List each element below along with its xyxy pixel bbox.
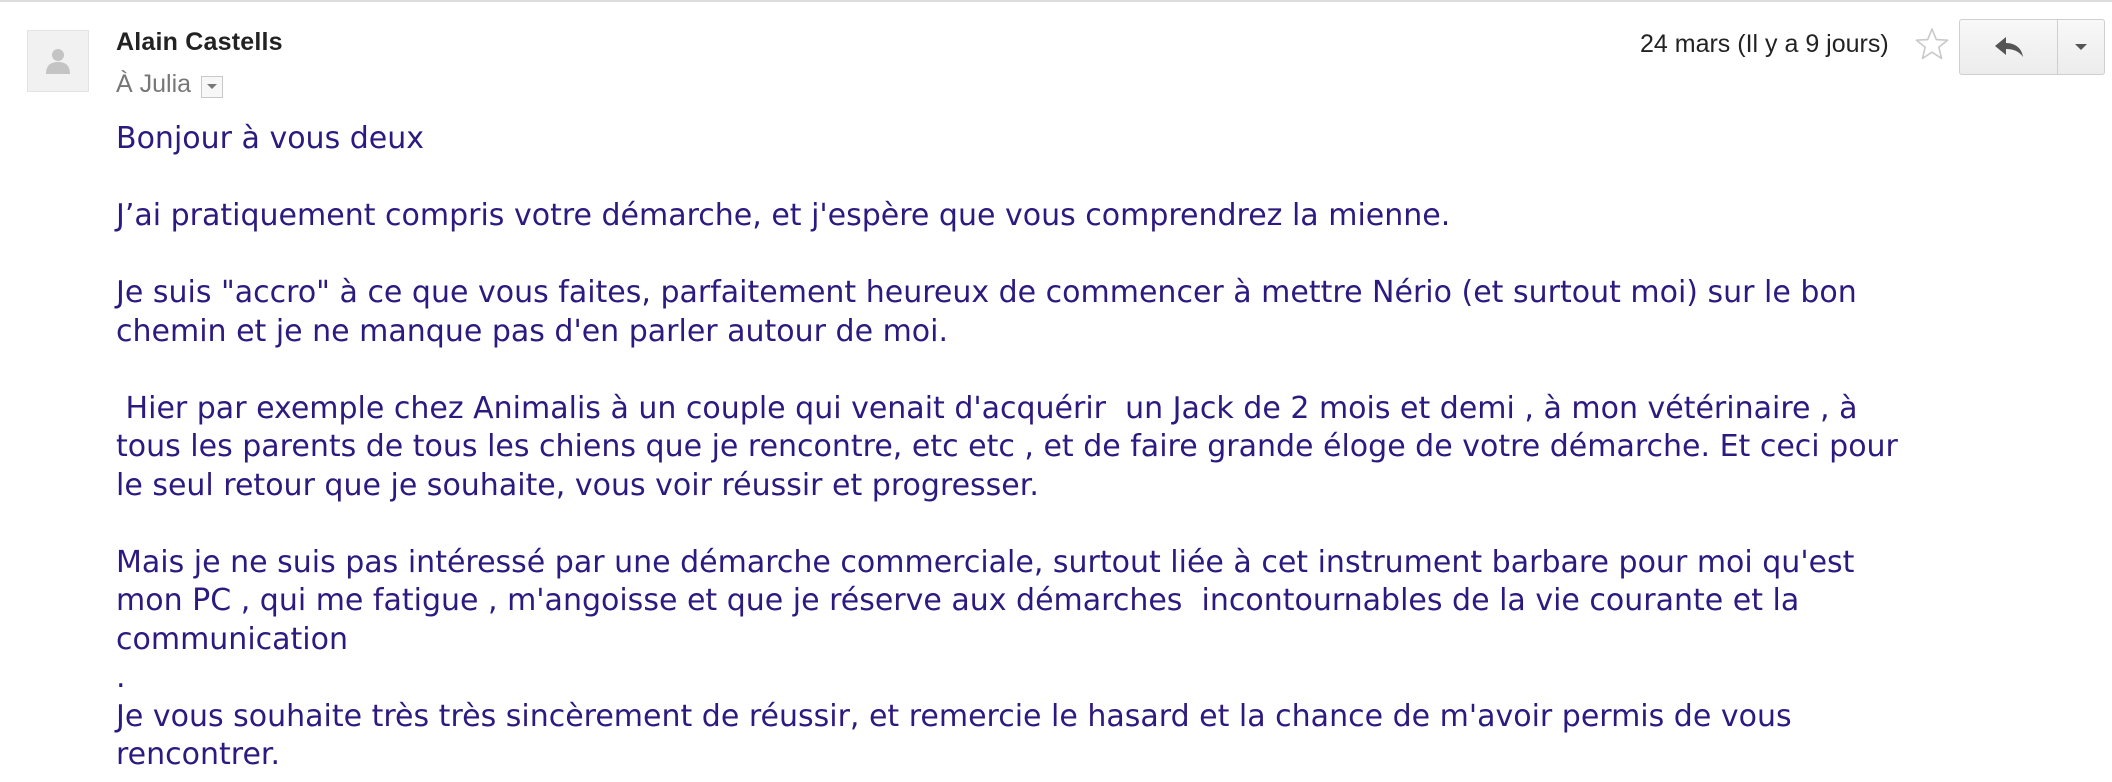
message-paragraph-5-line-2: rencontrer. [116, 737, 281, 772]
paragraph-spacer [116, 236, 2076, 275]
caret-down-icon [2074, 43, 2088, 51]
message-greeting: Bonjour à vous deux [116, 121, 424, 156]
star-icon[interactable] [1914, 26, 1950, 62]
show-details-button[interactable] [201, 76, 223, 98]
message-paragraph-2-line-2: chemin et je ne manque pas d'en parler autour de moi. [116, 313, 949, 349]
message-paragraph-5-line-1: Je vous souhaite très très sincèrement de réussir, et remercie le hasard et la chance de m'avoir permis de vous [116, 698, 1792, 734]
message-paragraph-4-line-3: communication [116, 621, 349, 657]
more-actions-button[interactable] [2058, 19, 2105, 75]
recipient-row [116, 70, 223, 99]
reply-button[interactable] [1959, 19, 2058, 75]
message-paragraph-3-line-2: tous les parents de tous les chiens que je rencontre, etc etc , et de faire grande éloge de votre démarche. Et ceci pour [116, 429, 1898, 464]
message-date: 24 mars (Il y a 9 jours) [1640, 30, 1889, 58]
message-paragraph-3-line-1: Hier par exemple chez Animalis à un couple qui venait d'acquérir un Jack de 2 mois et demi , à mon vétérinaire , à [116, 390, 1858, 426]
recipient-label: À Julia [116, 70, 192, 98]
sender-name[interactable]: Alain Castells [116, 28, 283, 56]
message-body [116, 120, 2076, 775]
message-paragraph-3-line-3: le seul retour que je souhaite, vous voir réussir et progresser. [116, 467, 1039, 503]
paragraph-spacer [116, 159, 2076, 198]
message-paragraph-1: J’ai pratiquement compris votre démarche, et j'espère que vous comprendrez la mienne. [116, 198, 1451, 233]
sender-avatar[interactable] [27, 30, 89, 92]
message-paragraph-4-line-1: Mais je ne suis pas intéressé par une démarche commerciale, surtout liée à cet instrument barbare pour moi qu'est [116, 544, 1855, 580]
paragraph-spacer [116, 351, 2076, 390]
chevron-down-icon [206, 83, 218, 91]
person-placeholder-icon [45, 47, 71, 75]
message-paragraph-4-line-4: . [116, 660, 126, 695]
message-paragraph-2-line-1: Je suis "accro" à ce que vous faites, parfaitement heureux de commencer à mettre Nério (et surtout moi) sur le bon [116, 275, 1857, 310]
paragraph-spacer [116, 505, 2076, 544]
reply-button-group [1959, 19, 2105, 75]
message-paragraph-4-line-2: mon PC , qui me fatigue , m'angoisse et que je réserve aux démarches incontournables de la vie courante et la [116, 583, 1800, 618]
reply-arrow-icon [1994, 36, 2024, 58]
